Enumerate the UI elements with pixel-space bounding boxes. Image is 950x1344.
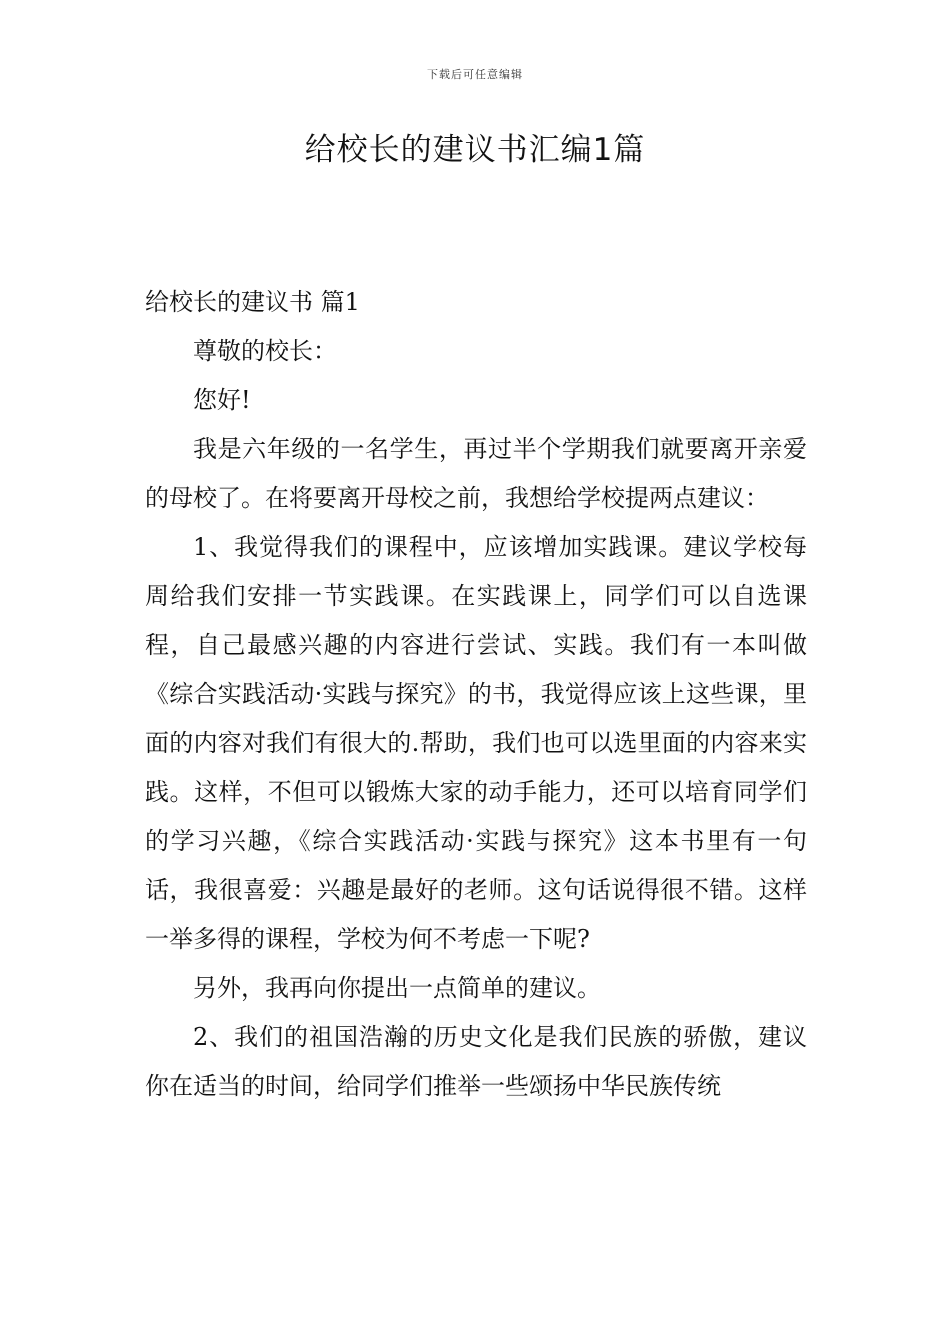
header-note: 下载后可任意编辑 [427,68,523,81]
salutation: 尊敬的校长： [193,337,337,365]
page-title: 给校长的建议书汇编1篇 [304,132,646,168]
greeting: 您好! [193,386,251,414]
section-heading: 给校长的建议书 篇1 [145,288,360,316]
paragraph: 2、我们的祖国浩瀚的历史文化是我们民族的骄傲，建议你在适当的时间，给同学们推举一些颂扬中华民族传统 [145,1023,807,1100]
document-body [145,278,807,1111]
paragraph: 另外，我再向你提出一点简单的建议。 [193,974,601,1002]
paragraph: 1、我觉得我们的课程中，应该增加实践课。建议学校每周给我们安排一节实践课。在实践课上，同学们可以自选课程，自己最感兴趣的内容进行尝试、实践。我们有一本叫做《综合实践活动·实践与探究》的书，我觉得应该上这些课，里面的内容对我们有很大的.帮助，我们也可以选里面的内容来实践。这样，不但可以锻炼大家的动手能力，还可以培育同学们的学习兴趣，《综合实践活动·实践与探究》这本书里有一句话，我很喜爱：兴趣是最好的老师。这句话说得很不错。这样一举多得的课程，学校为何不考虑一下呢? [145,533,807,953]
paragraph: 我是六年级的一名学生，再过半个学期我们就要离开亲爱的母校了。在将要离开母校之前，我想给学校提两点建议： [145,435,807,512]
